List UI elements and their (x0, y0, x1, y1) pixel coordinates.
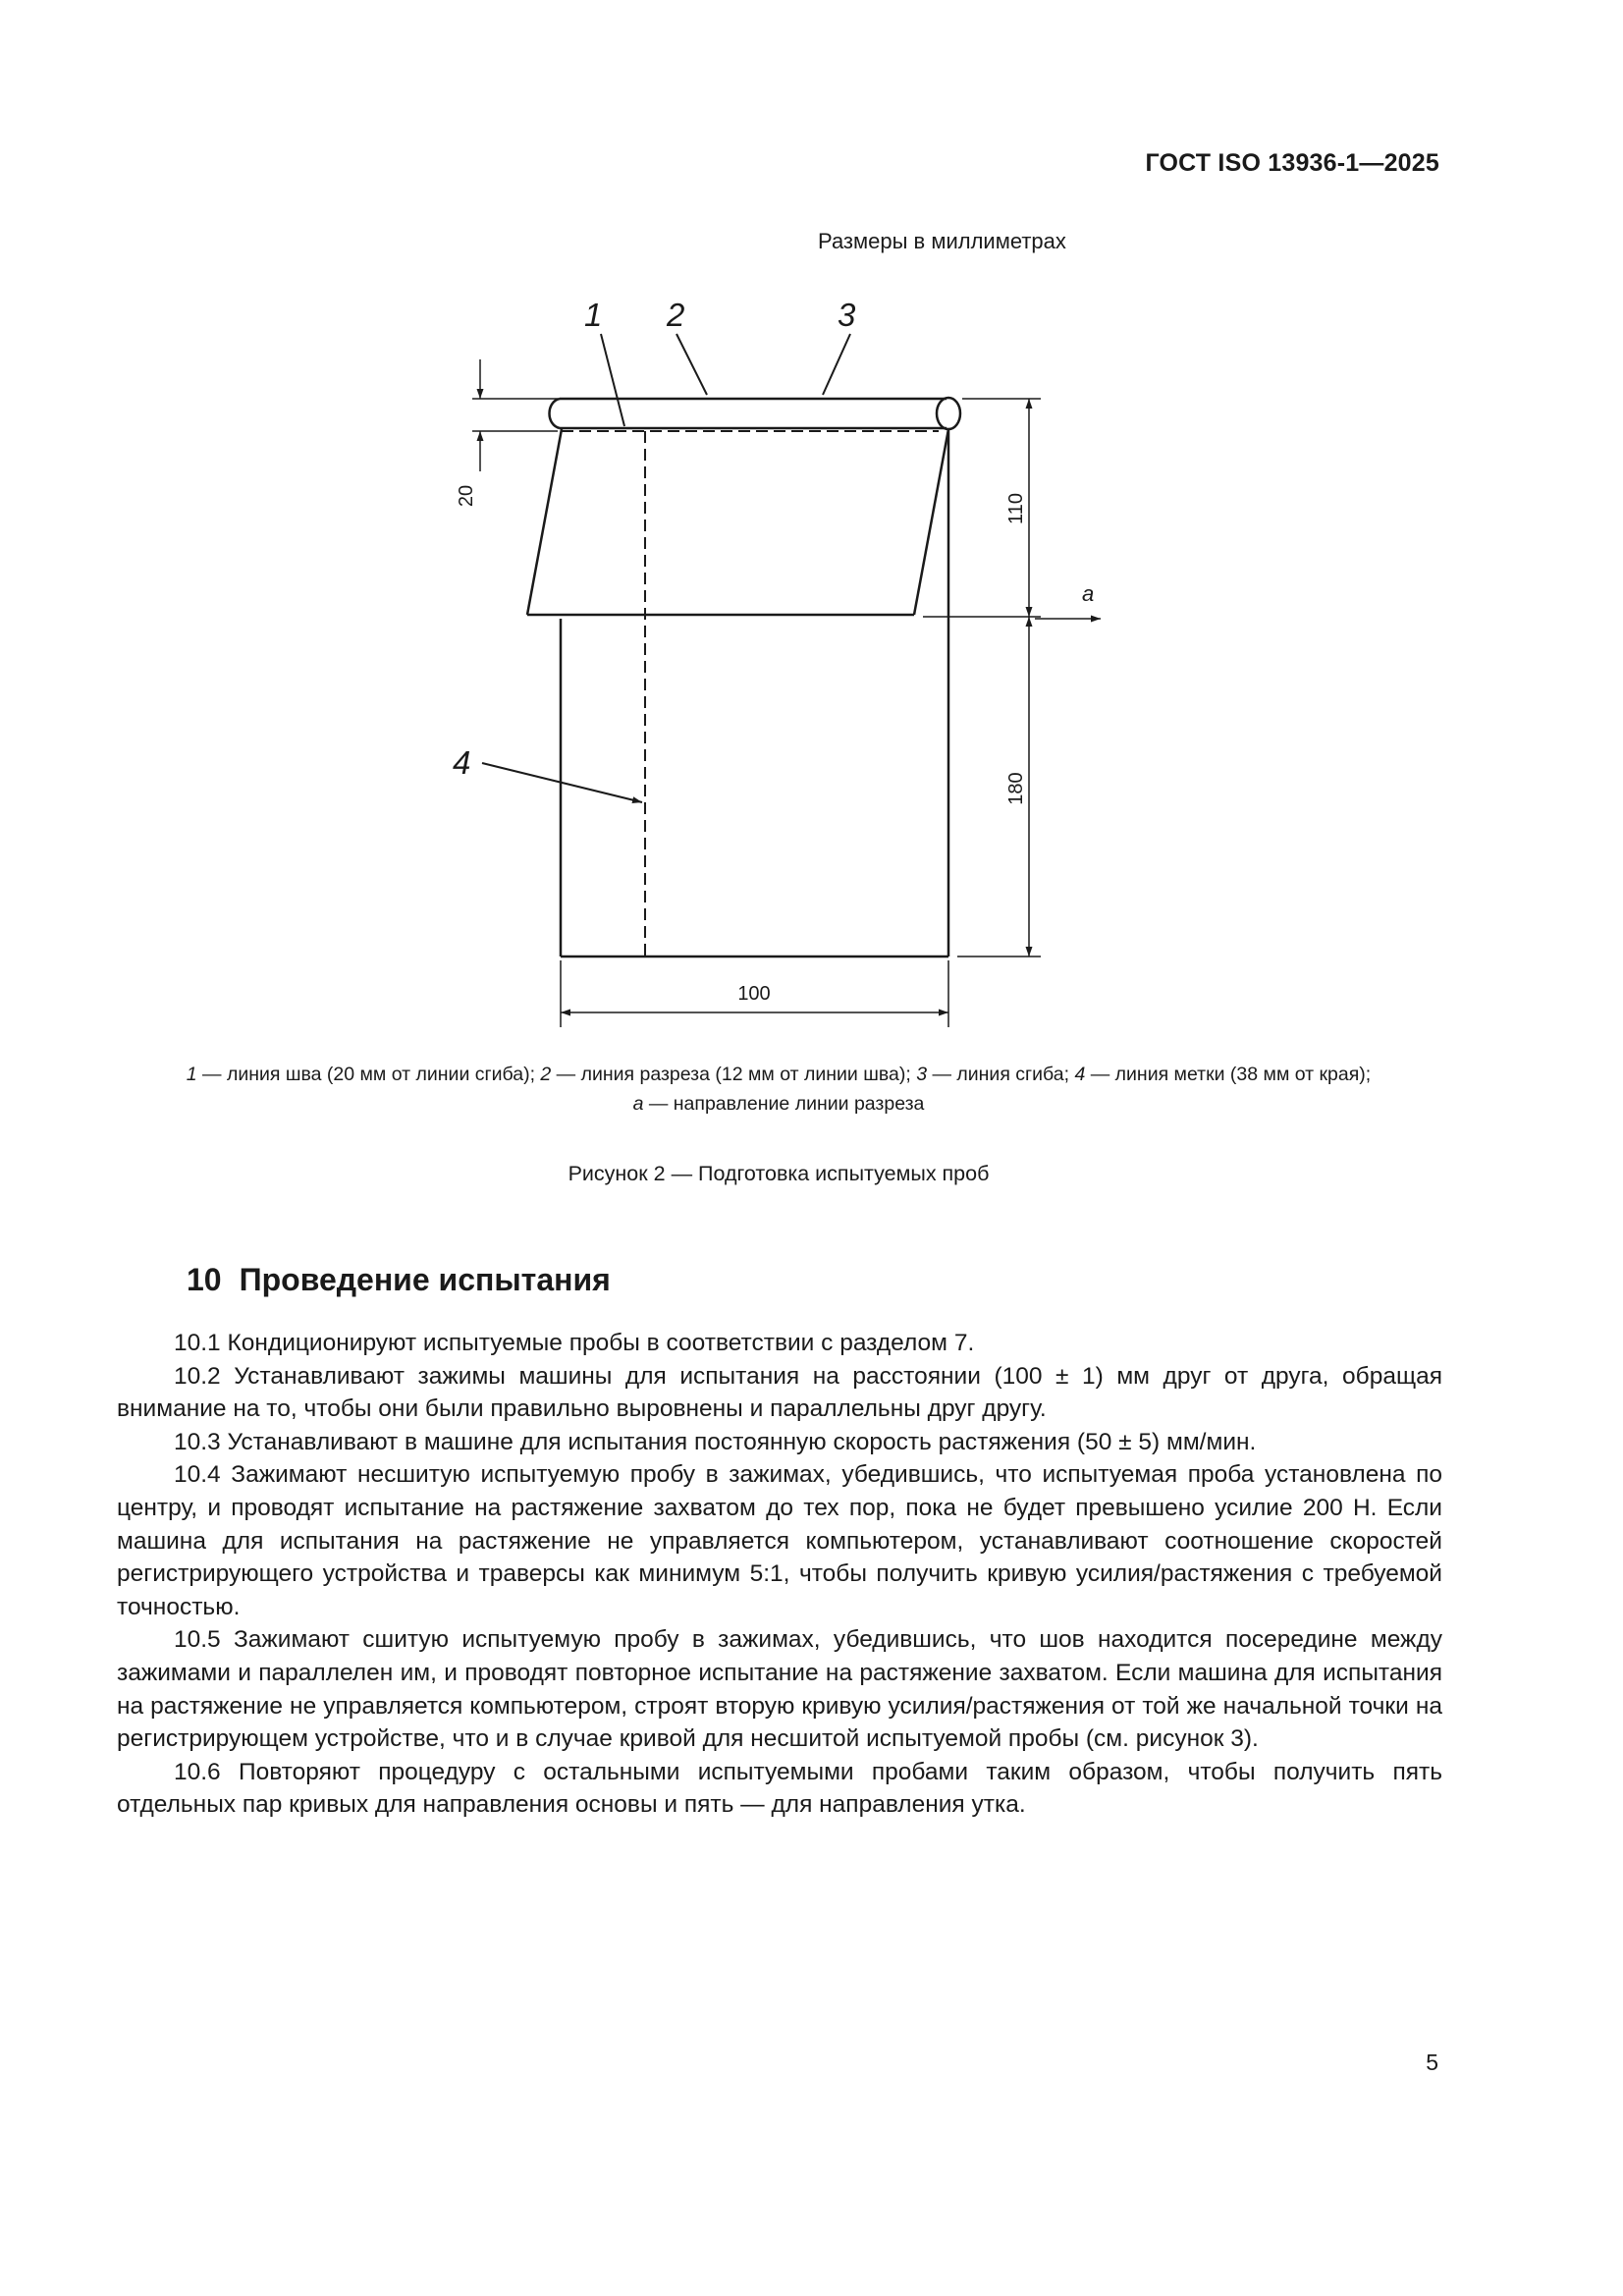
callout-4: 4 (453, 744, 471, 781)
paragraph-10-1: 10.1 Кондиционируют испытуемые пробы в соответствии с разделом 7. (174, 1330, 975, 1356)
dim-20-value: 20 (456, 484, 477, 508)
section-number: 10 (187, 1262, 222, 1297)
section-body (117, 1327, 1442, 1822)
paragraph-10-3: 10.3 Устанавливают в машине для испытания постоянную скорость растяжения (50 ± 5) мм/мин. (174, 1428, 1257, 1455)
legend-key-1: 1 (186, 1064, 197, 1085)
legend-text-3: — линия сгиба; (927, 1064, 1075, 1085)
legend-key-4: 4 (1074, 1064, 1086, 1085)
section-title: Проведение испытания (239, 1262, 611, 1297)
document-id: ГОСТ ISO 13936-1—2025 (1145, 149, 1439, 177)
figure-legend (117, 1060, 1440, 1119)
legend-key-a: a (632, 1093, 644, 1115)
leader-4 (482, 763, 642, 802)
fold-right-end (937, 398, 960, 429)
specimen-preparation-figure (0, 0, 1623, 1051)
paragraph-10-4: 10.4 Зажимают несшитую испытуемую пробу в зажимах, убедившись, что испытуемая проба установлена по центру, и проводят испытание на растяжение захватом до тех пор, пока не будет превышено усилие 200 Н. Если машина для испытания на растяжение не управляется компьютером, устанавливают соотношение скоростей регистрирующего устройства и траверсы как минимум 5:1, чтобы получить кривую усилия/растяжения с требуемой точностью. (117, 1461, 1442, 1620)
upper-right-edge (914, 429, 948, 615)
dim-180-value: 180 (1005, 772, 1027, 805)
page-number: 5 (1426, 2050, 1438, 2075)
paragraph-10-6: 10.6 Повторяют процедуру с остальными испытуемыми пробами таким образом, чтобы получить пять отдельных пар кривых для направления основы и пять — для направления утка. (117, 1758, 1442, 1819)
leader-3 (823, 334, 850, 395)
legend-text-1: — линия шва (20 мм от линии сгиба); (196, 1064, 541, 1085)
legend-text-a: — направление линии разреза (643, 1093, 925, 1115)
units-note: Размеры в миллиметрах (818, 229, 1066, 253)
dim-110-value: 110 (1005, 493, 1027, 524)
callout-1: 1 (584, 297, 603, 333)
leader-1 (601, 334, 624, 426)
fold-left-end (550, 399, 561, 428)
legend-text-2: — линия разреза (12 мм от линии шва); (551, 1064, 917, 1085)
upper-left-edge (527, 429, 562, 615)
dim-100-value: 100 (737, 983, 771, 1005)
callout-2: 2 (667, 297, 685, 333)
leader-2 (676, 334, 707, 395)
callout-a: a (1082, 581, 1095, 606)
figure-caption: Рисунок 2 — Подготовка испытуемых проб (568, 1162, 990, 1185)
section-heading (187, 1262, 611, 1298)
legend-key-2: 2 (540, 1064, 552, 1085)
legend-key-3: 3 (916, 1064, 928, 1085)
callout-3: 3 (838, 297, 856, 333)
paragraph-10-5: 10.5 Зажимают сшитую испытуемую пробу в зажимах, убедившись, что шов находится посередине между зажимами и параллелен им, и проводят повторное испытание на растяжение захватом. Если машина для испытания на растяжение не управляется компьютером, строят вторую кривую усилия/растяжения от той же начальной точки на регистрирующем устройстве, что и в случае кривой для несшитой испытуемой пробы (см. рисунок 3). (117, 1626, 1442, 1753)
legend-text-4: — линия метки (38 мм от края); (1085, 1064, 1372, 1085)
paragraph-10-2: 10.2 Устанавливают зажимы машины для испытания на расстоянии (100 ± 1) мм друг от друга, обращая внимание на то, чтобы они были правильно выровнены и параллельны друг другу. (117, 1362, 1442, 1423)
